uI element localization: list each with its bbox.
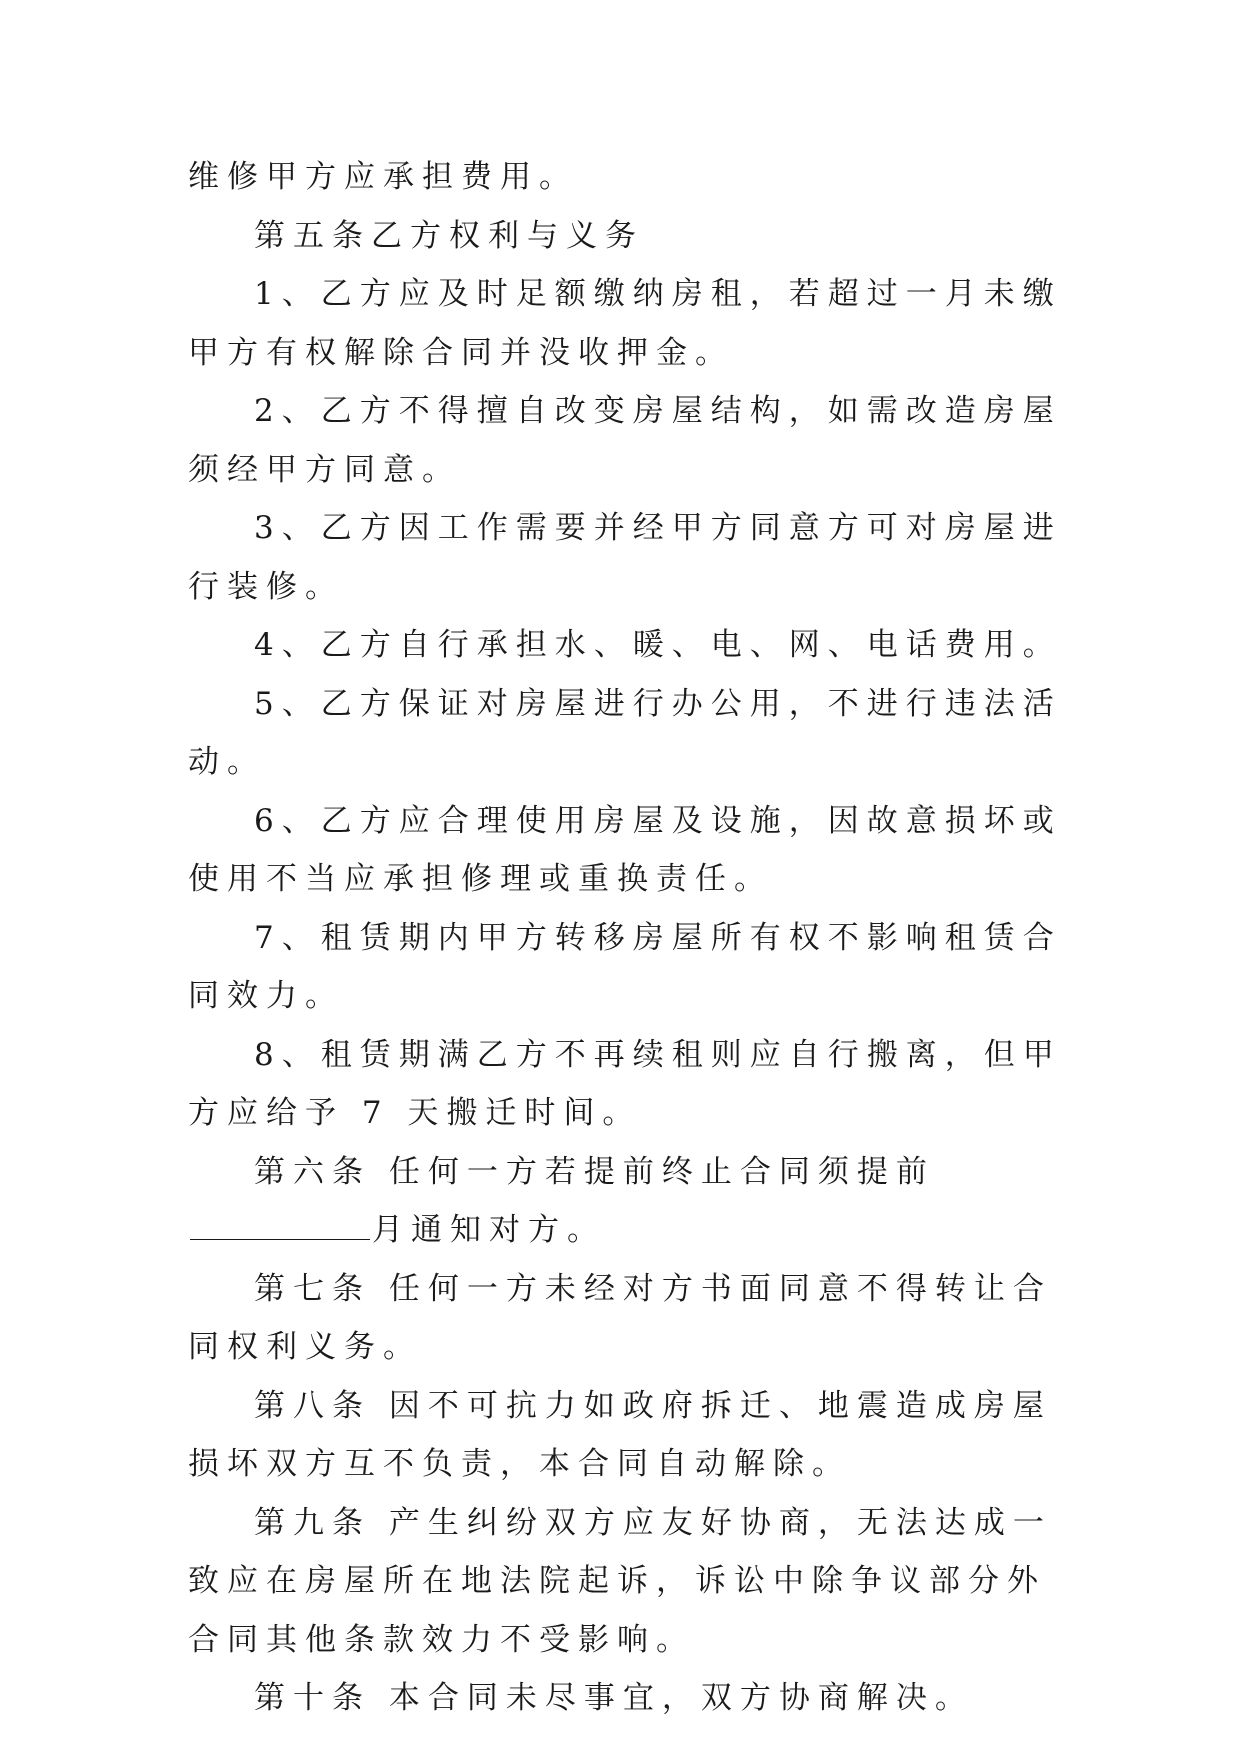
article-10: 第十条 本合同未尽事宜，双方协商解决。 bbox=[254, 1680, 974, 1716]
article-5-heading: 第五条乙方权利与义务 bbox=[254, 217, 644, 254]
article-8: 第八条 因不可抗力如政府拆迁、地震造成房屋损坏双方互不负责，本合同自动解除。 bbox=[188, 1387, 1052, 1482]
article-7: 第七条 任何一方未经对方书面同意不得转让合同权利义务。 bbox=[188, 1270, 1052, 1365]
article-6-text-before: 第六条 任何一方若提前终止合同须提前 bbox=[254, 1153, 935, 1190]
article-9: 第九条 产生纠纷双方应友好协商，无法达成一致应在房屋所在地法院起诉，诉讼中除争议部分外合同其他条款效力不受影响。 bbox=[188, 1504, 1052, 1658]
clause-5-7: 7、租赁期内甲方转移房屋所有权不影响租赁合同效力。 bbox=[188, 919, 1062, 1014]
clause-5-2: 2、乙方不得擅自改变房屋结构，如需改造房屋须经甲方同意。 bbox=[188, 393, 1062, 488]
document-body bbox=[188, 148, 1068, 1728]
fill-in-blank bbox=[190, 1213, 370, 1240]
article-6-text-after: 月通知对方。 bbox=[372, 1212, 606, 1248]
clause-5-1: 1、乙方应及时足额缴纳房租，若超过一月未缴甲方有权解除合同并没收押金。 bbox=[188, 276, 1062, 371]
paragraph-continuation: 维修甲方应承担费用。 bbox=[188, 159, 578, 195]
clause-5-3: 3、乙方因工作需要并经甲方同意方可对房屋进行装修。 bbox=[188, 510, 1062, 605]
article-6 bbox=[188, 1143, 1068, 1260]
clause-5-6: 6、乙方应合理使用房屋及设施，因故意损坏或使用不当应承担修理或重换责任。 bbox=[188, 802, 1062, 897]
clause-5-5: 5、乙方保证对房屋进行办公用，不进行违法活动。 bbox=[188, 685, 1062, 780]
clause-5-8: 8、租赁期满乙方不再续租则应自行搬离，但甲方应给予 7 天搬迁时间。 bbox=[188, 1036, 1062, 1131]
clause-5-4: 4、乙方自行承担水、暖、电、网、电话费用。 bbox=[254, 627, 1062, 663]
